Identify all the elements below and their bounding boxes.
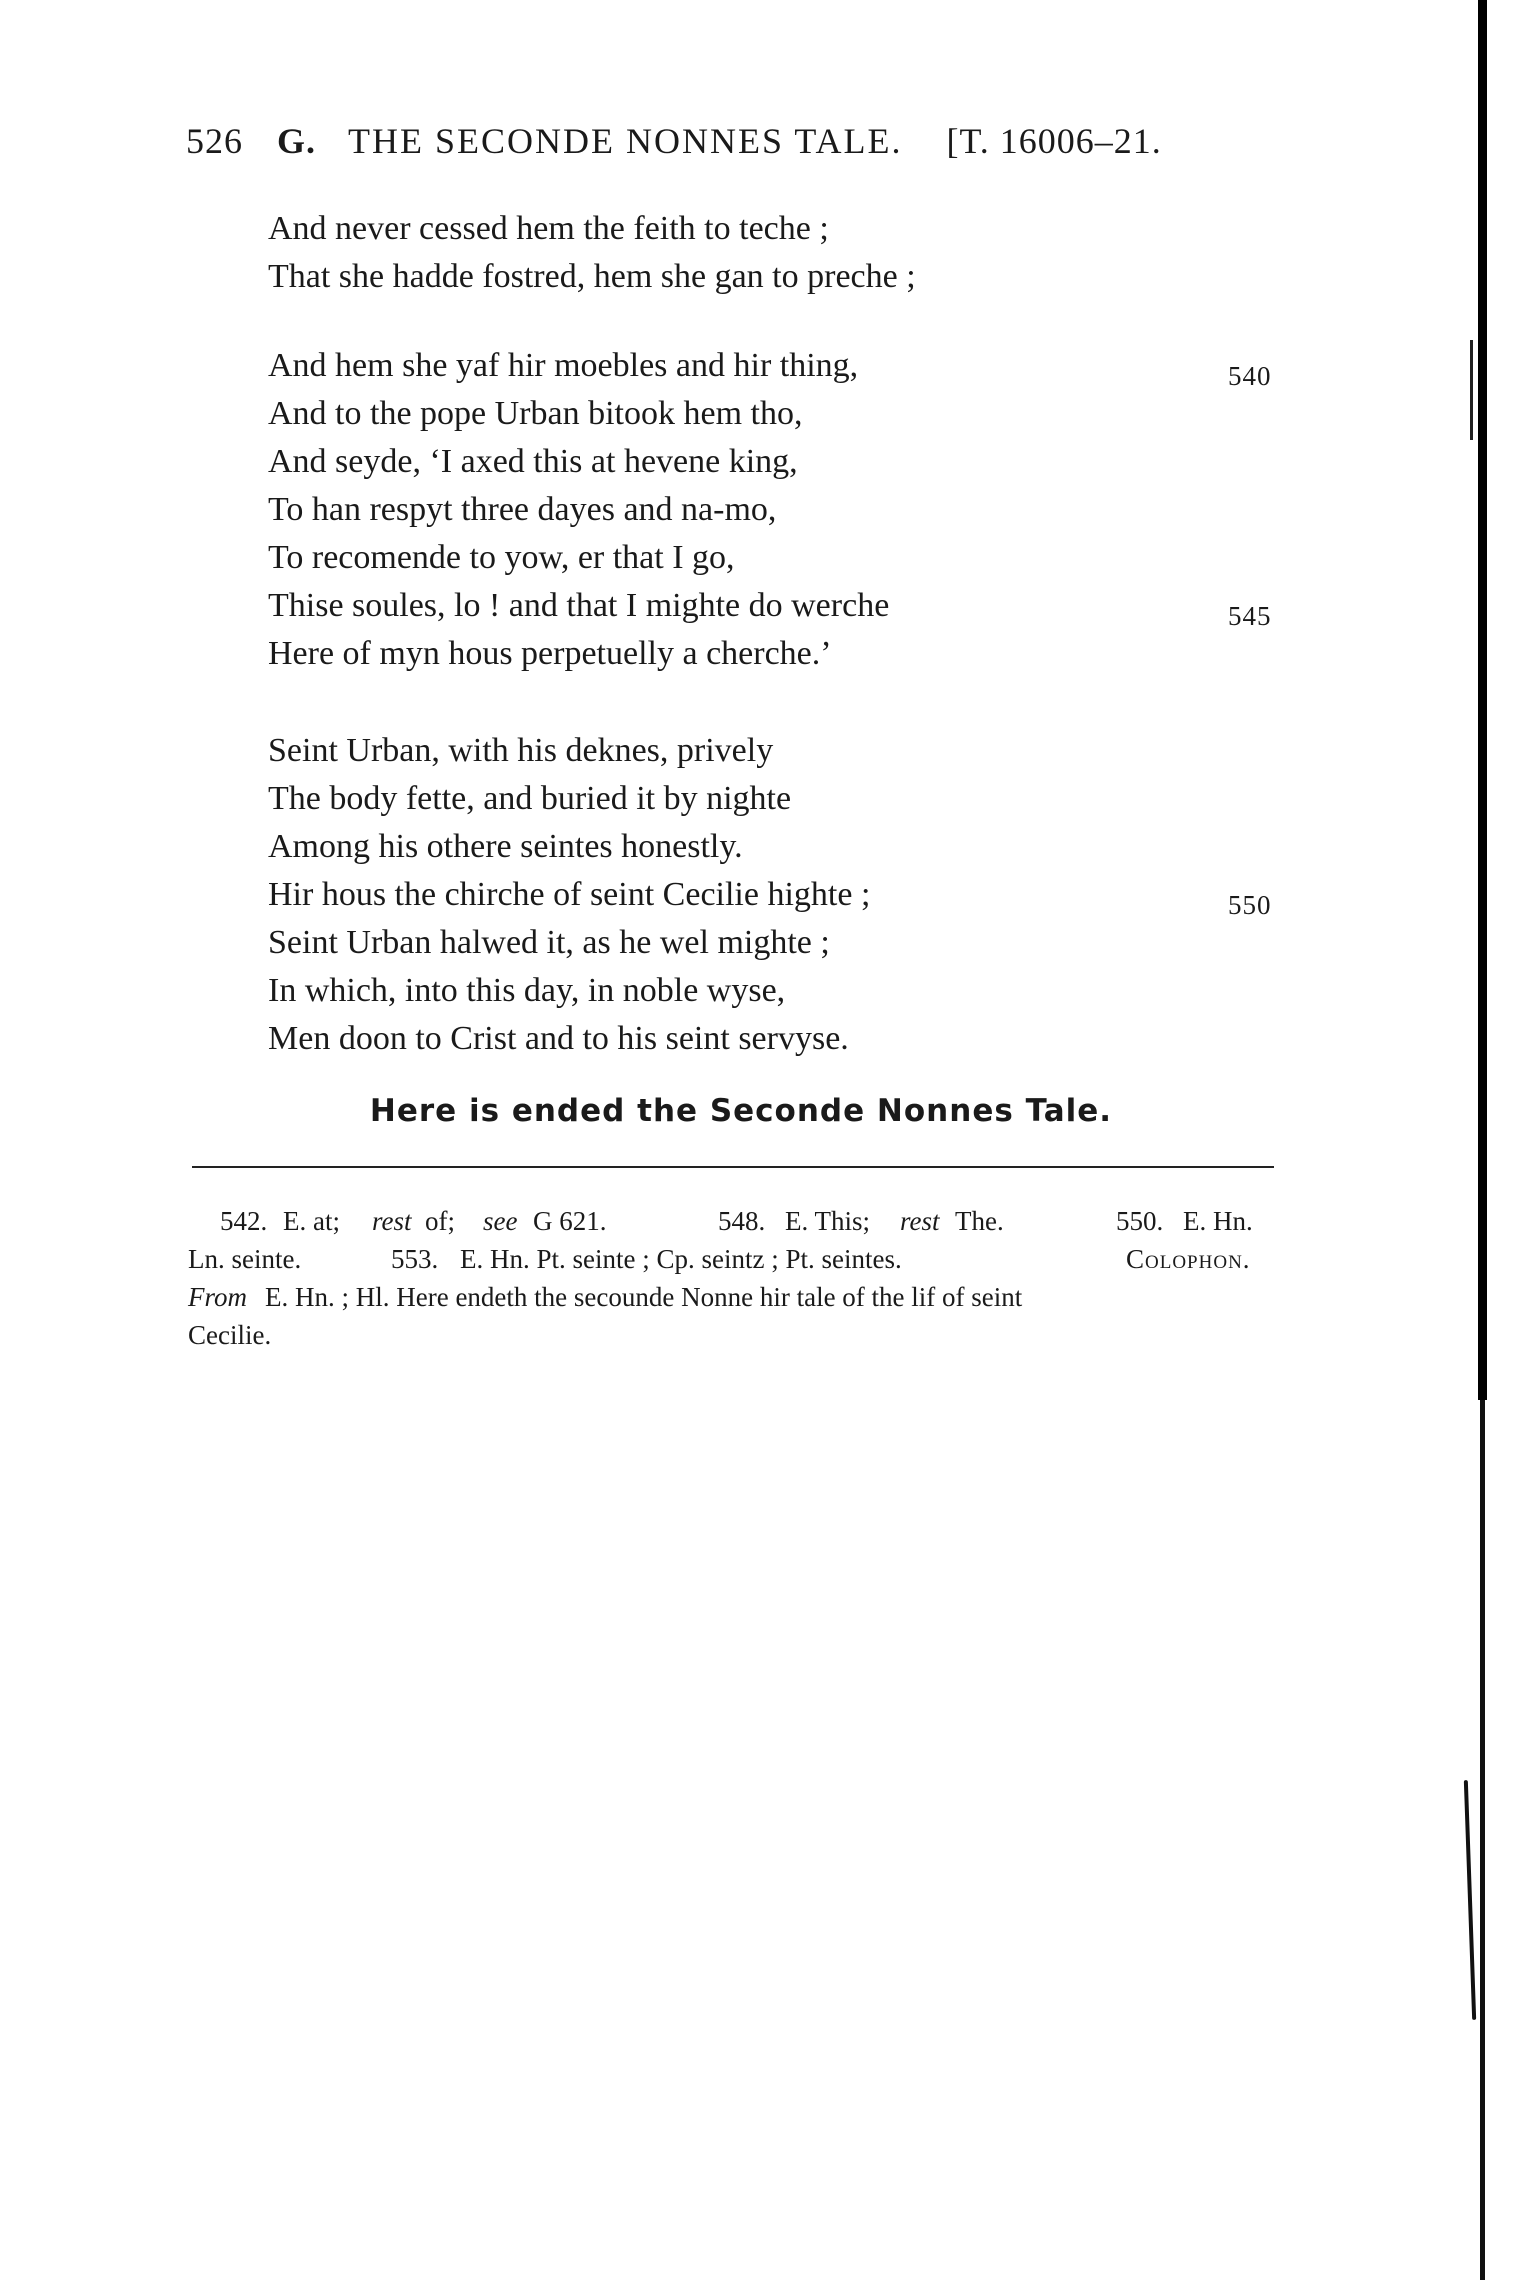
verse-text: Hir hous the chirche of seint Cecilie highte ; [268,876,871,913]
verse-line: Seint Urban halwed it, as he wel mighte ; [268,924,830,961]
note-row [188,1316,1278,1354]
verse-line: Men doon to Crist and to his seint servyse. [268,1020,849,1057]
stanza [268,727,1272,1063]
note-italic: From [188,1282,247,1312]
verse-line: And seyde, ‘I axed this at hevene king, [268,443,798,480]
note-row [188,1278,1278,1316]
textual-notes [188,1202,1278,1354]
running-head [186,120,1296,162]
note-text: Ln. seinte. [188,1244,302,1274]
verse-line [268,582,1272,631]
verse-line [268,342,1272,391]
verse-line: The body fette, and buried it by nighte [268,780,792,817]
note-row [188,1202,1278,1240]
footnote-divider [192,1166,1274,1168]
note-number: 550. [1116,1206,1164,1236]
verse-line: In which, into this day, in noble wyse, [268,972,786,1009]
note-number: 553. [391,1244,439,1274]
verse-text: Thise soules, lo ! and that I mighte do werche [268,587,890,624]
verse-line: To recomende to yow, er that I go, [268,539,735,576]
note-number: 542. [220,1206,268,1236]
note-italic: see [483,1206,518,1236]
verse-line: That she hadde fostred, hem she gan to preche ; [268,258,916,295]
verse-line: Seint Urban, with his deknes, prively [268,732,774,769]
note-text: G 621. [533,1206,607,1236]
verse-line: And to the pope Urban bitook hem tho, [268,395,803,432]
binding-shadow [1478,0,1487,1400]
page-number: 526 [186,121,243,161]
note-text: The. [955,1206,1004,1236]
line-number: 540 [1228,361,1272,391]
verse-line: And never cessed hem the feith to teche ; [268,210,829,247]
note-text: E. at; [283,1206,340,1236]
stanza [268,342,1272,678]
verse-text: And hem she yaf hir moebles and hir thing, [268,347,859,384]
verse-line: To han respyt three dayes and na-mo, [268,491,777,528]
scan-artifact-mark [1464,1780,1476,2020]
note-text: E. Hn. ; Hl. Here endeth the secounde Nonne hir tale of the lif of seint [265,1282,1023,1312]
verse-line: Here of myn hous perpetuelly a cherche.’ [268,635,832,672]
note-text: E. Hn. Pt. seinte ; Cp. seintz ; Pt. seintes. [460,1244,902,1274]
scan-artifact-mark [1470,340,1473,440]
note-text: E. This; [785,1206,871,1236]
verse-line: Among his othere seintes honestly. [268,828,743,865]
note-italic: rest [372,1206,412,1236]
binding-shadow-lower [1480,1400,1485,2280]
note-row [188,1240,1278,1278]
note-text: E. Hn. [1183,1206,1253,1236]
running-title: THE SECONDE NONNES TALE. [348,121,903,161]
note-number: 548. [718,1206,766,1236]
line-reference: [T. 16006–21. [946,121,1162,161]
colophon-label: Colophon. [1126,1244,1251,1274]
note-text: of; [425,1206,455,1236]
note-text: Cecilie. [188,1320,272,1350]
line-number: 545 [1228,601,1272,631]
stanza [268,205,1268,301]
line-number: 550 [1228,890,1272,920]
note-italic: rest [900,1206,940,1236]
signature-mark: G. [277,121,317,161]
verse-line [268,871,1272,920]
explicit-heading: Here is ended the Seconde Nonnes Tale. [369,1093,1113,1129]
